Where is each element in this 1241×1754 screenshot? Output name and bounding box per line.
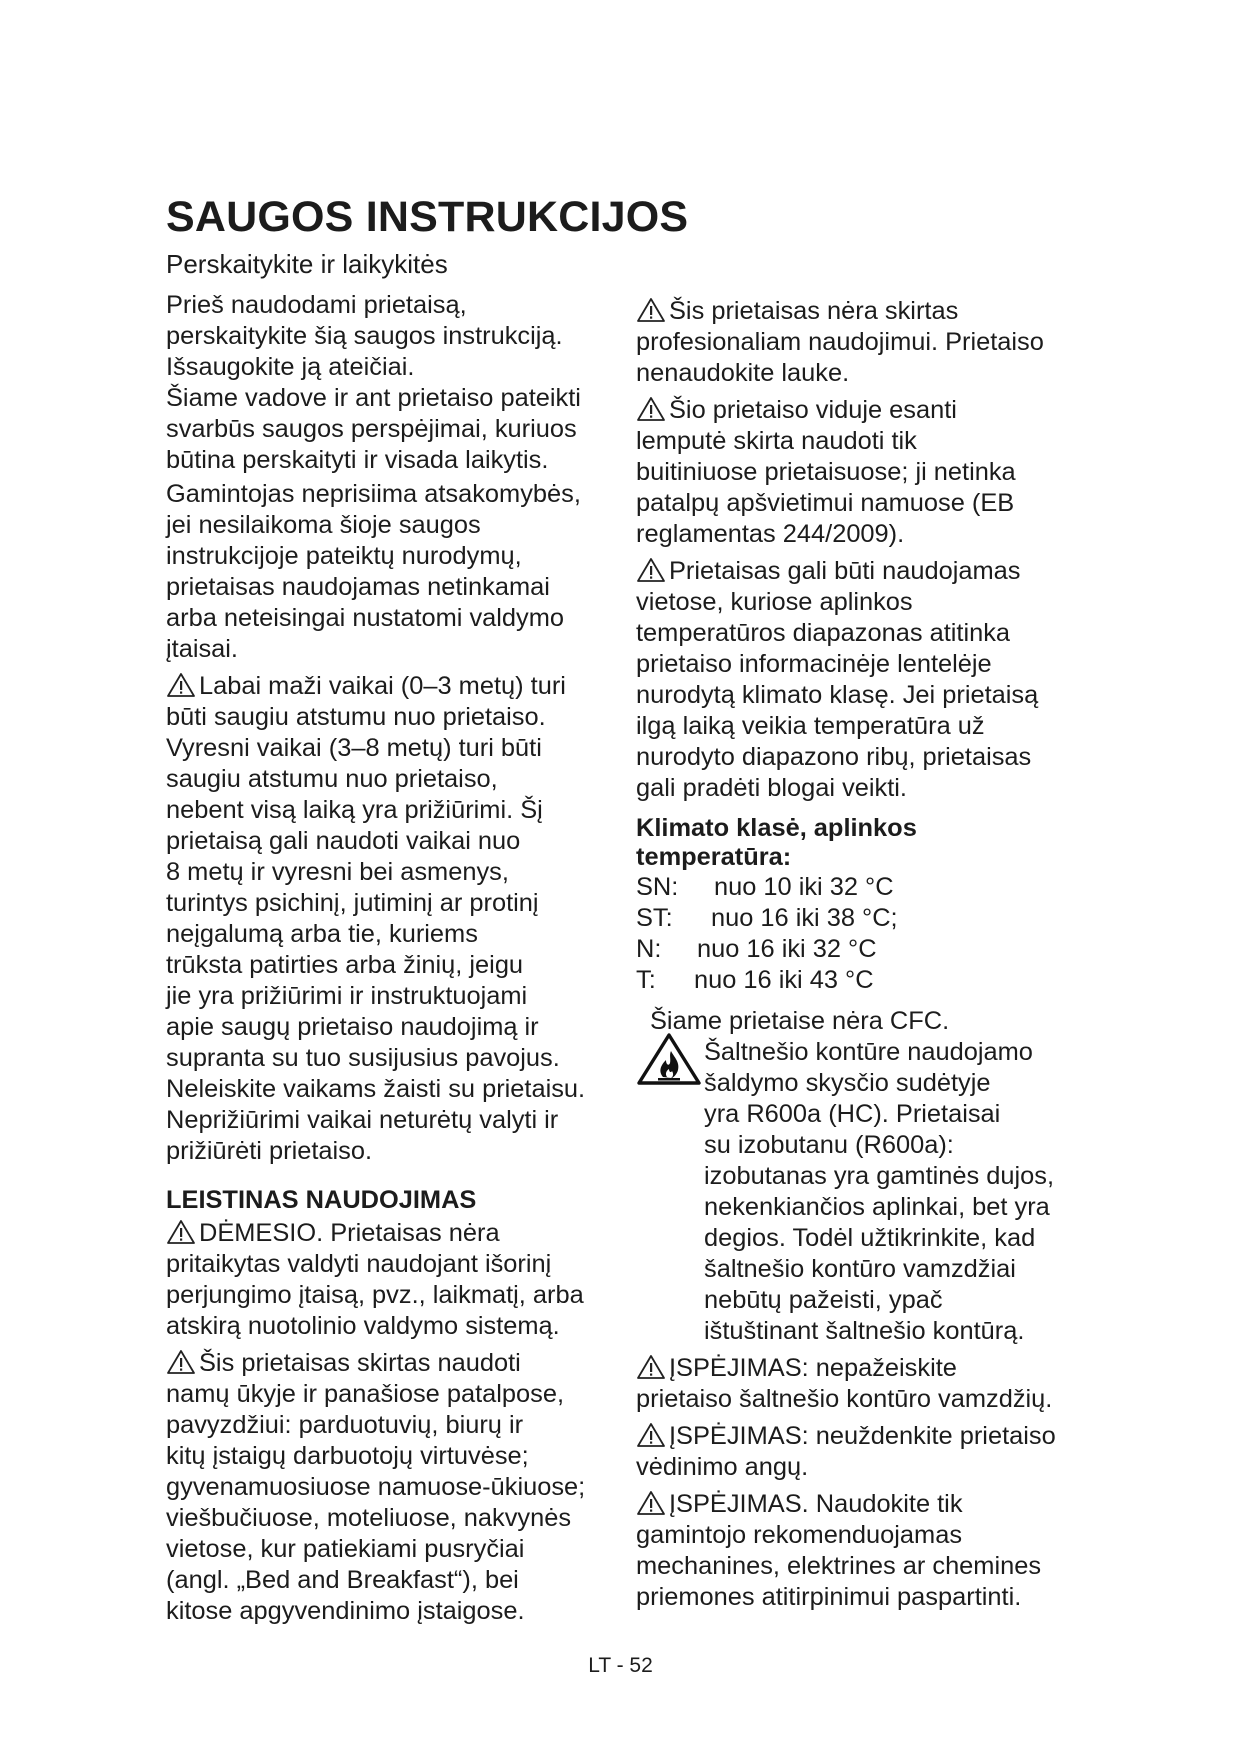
text-line: gamintojo rekomenduojamas bbox=[636, 1521, 963, 1549]
climate-class-row bbox=[636, 903, 1081, 934]
text-line: reglamentas 244/2009). bbox=[636, 520, 905, 548]
climate-code: N: bbox=[636, 935, 662, 963]
attention-paragraph bbox=[166, 1218, 616, 1342]
warning-triangle-icon bbox=[166, 1349, 196, 1373]
text-line: neįgalumą arba tie, kuriems bbox=[166, 920, 478, 948]
text-line bbox=[636, 296, 1081, 327]
text-line: Neprižiūrimi vaikai neturėtų valyti ir bbox=[166, 1106, 559, 1134]
text-line: mechanines, elektrines ar chemines bbox=[636, 1552, 1042, 1580]
refrigerant-paragraph bbox=[636, 1006, 1081, 1347]
text-line bbox=[636, 1353, 1081, 1384]
text-line: šaldymo skysčio sudėtyje bbox=[704, 1069, 991, 1097]
professional-use-paragraph bbox=[636, 296, 1081, 389]
text-line: arba neteisingai nustatomi valdymo bbox=[166, 604, 565, 632]
page-title: SAUGOS INSTRUKCIJOS bbox=[166, 193, 689, 241]
text-line: kitose apgyvendinimo įstaigose. bbox=[166, 1597, 525, 1625]
text-span: ĮSPĖJIMAS: nepažeiskite bbox=[669, 1354, 957, 1382]
text-line: perskaitykite šią saugos instrukciją. bbox=[166, 322, 563, 350]
text-line: pritaikytas valdyti naudojant išorinį bbox=[166, 1250, 552, 1278]
climate-class-row bbox=[636, 934, 1081, 965]
warning-triangle-icon bbox=[636, 396, 666, 420]
left-column bbox=[166, 290, 616, 1627]
warning-defrost-paragraph bbox=[636, 1489, 1081, 1613]
text-line: Išsaugokite ją ateičiai. bbox=[166, 353, 415, 381]
text-line: ištuštinant šaltnešio kontūrą. bbox=[704, 1317, 1025, 1345]
text-line: perjungimo įtaisą, pvz., laikmatį, arba bbox=[166, 1281, 584, 1309]
text-line: Klimato klasė, aplinkos bbox=[636, 814, 917, 842]
warning-triangle-icon bbox=[636, 557, 666, 581]
warning-triangle-icon bbox=[166, 672, 196, 696]
text-line: prietaiso informacinėje lentelėje bbox=[636, 650, 992, 678]
text-line: patalpų apšvietimui namuose (EB bbox=[636, 489, 1015, 517]
environment-paragraph bbox=[636, 556, 1081, 804]
text-span: Labai maži vaikai (0–3 metų) turi bbox=[199, 672, 566, 700]
text-line: su izobutanu (R600a): bbox=[704, 1131, 954, 1159]
text-line: jie yra prižiūrimi ir instruktuojami bbox=[166, 982, 528, 1010]
text-line: saugiu atstumu nuo prietaiso, bbox=[166, 765, 498, 793]
text-line bbox=[636, 556, 1081, 587]
text-line: prietaisą gali naudoti vaikai nuo bbox=[166, 827, 521, 855]
text-line: namų ūkyje ir panašiose patalpose, bbox=[166, 1380, 565, 1408]
children-warning-paragraph bbox=[166, 671, 616, 1167]
text-line: Šiame prietaise nėra CFC. bbox=[650, 1007, 950, 1035]
climate-code: SN: bbox=[636, 873, 679, 901]
text-span: Prietaisas gali būti naudojamas bbox=[669, 557, 1021, 585]
text-span: Šis prietaisas nėra skirtas bbox=[669, 297, 959, 325]
text-line: priemones atitirpinimui paspartinti. bbox=[636, 1583, 1022, 1611]
text-span: Šis prietaisas skirtas naudoti bbox=[199, 1349, 521, 1377]
text-line: temperatūros diapazonas atitinka bbox=[636, 619, 1011, 647]
climate-range: nuo 16 iki 43 °C bbox=[694, 966, 874, 994]
text-line: degios. Todėl užtikrinkite, kad bbox=[704, 1224, 1036, 1252]
text-line: prižiūrėti prietaiso. bbox=[166, 1137, 373, 1165]
page-number: LT - 52 bbox=[588, 1654, 653, 1677]
warning-triangle-icon bbox=[636, 1354, 666, 1378]
warning-pipes-paragraph bbox=[636, 1353, 1081, 1415]
text-line: nebent visą laiką yra prižiūrimi. Šį bbox=[166, 796, 543, 824]
text-line: Šaltnešio kontūre naudojamo bbox=[704, 1038, 1033, 1066]
text-line: turintys psichinį, jutiminį ar protinį bbox=[166, 889, 539, 917]
climate-code: T: bbox=[636, 966, 656, 994]
right-column bbox=[636, 296, 1081, 1613]
text-line: yra R600a (HC). Prietaisai bbox=[704, 1100, 1001, 1128]
text-line: nebūtų pažeisti, ypač bbox=[704, 1286, 943, 1314]
climate-range: nuo 16 iki 38 °C; bbox=[711, 904, 898, 932]
text-line: prietaiso šaltnešio kontūro vamzdžių. bbox=[636, 1385, 1053, 1413]
text-line: prietaisas naudojamas netinkamai bbox=[166, 573, 550, 601]
climate-range: nuo 10 iki 32 °C bbox=[714, 873, 894, 901]
text-line: Prieš naudodami prietaisą, bbox=[166, 291, 467, 319]
text-line: nekenkiančios aplinkai, bet yra bbox=[704, 1193, 1050, 1221]
text-line: instrukcijoje pateiktų nurodymų, bbox=[166, 542, 522, 570]
text-line: 8 metų ir vyresni bei asmenys, bbox=[166, 858, 509, 886]
lamp-paragraph bbox=[636, 395, 1081, 550]
manual-warnings-paragraph bbox=[166, 383, 616, 476]
text-line: jei nesilaikoma šioje saugos bbox=[166, 511, 481, 539]
text-line: vietose, kuriose aplinkos bbox=[636, 588, 913, 616]
text-line: izobutanas yra gamtinės dujos, bbox=[704, 1162, 1055, 1190]
text-line: būti saugiu atstumu nuo prietaiso. bbox=[166, 703, 546, 731]
climate-class-list bbox=[636, 872, 1081, 996]
text-line: Gamintojas neprisiima atsakomybės, bbox=[166, 480, 581, 508]
text-line: Neleiskite vaikams žaisti su prietaisu. bbox=[166, 1075, 586, 1103]
climate-class-heading bbox=[636, 814, 1081, 872]
warning-triangle-icon bbox=[166, 1219, 196, 1243]
climate-class-row bbox=[636, 872, 1081, 903]
text-line: pavyzdžiui: parduotuvių, biurų ir bbox=[166, 1411, 524, 1439]
text-line: įtaisai. bbox=[166, 635, 238, 663]
warning-triangle-icon bbox=[636, 1490, 666, 1514]
flammable-warning-icon bbox=[636, 1032, 702, 1086]
climate-range: nuo 16 iki 32 °C bbox=[697, 935, 877, 963]
text-line: atskirą nuotolinio valdymo sistemą. bbox=[166, 1312, 560, 1340]
climate-code: ST: bbox=[636, 904, 673, 932]
text-line bbox=[166, 671, 616, 702]
text-line: gyvenamuosiuose namuose-ūkiuose; bbox=[166, 1473, 586, 1501]
text-line: buitiniuose prietaisuose; ji netinka bbox=[636, 458, 1016, 486]
text-line: (angl. „Bed and Breakfast“), bei bbox=[166, 1566, 519, 1594]
text-line: vėdinimo angų. bbox=[636, 1453, 809, 1481]
text-line: nurodyto diapazono ribų, prietaisas bbox=[636, 743, 1032, 771]
text-line: temperatūra: bbox=[636, 843, 792, 871]
text-line: vietose, kur patiekiami pusryčiai bbox=[166, 1535, 525, 1563]
section-heading: LEISTINAS NAUDOJIMAS bbox=[166, 1186, 477, 1214]
text-line: lemputė skirta naudoti tik bbox=[636, 427, 917, 455]
text-span: Šio prietaiso viduje esanti bbox=[669, 396, 957, 424]
text-line bbox=[636, 1489, 1081, 1520]
text-line: Šiame vadove ir ant prietaiso pateikti bbox=[166, 384, 581, 412]
text-line: šaltnešio kontūro vamzdžiai bbox=[704, 1255, 1016, 1283]
warning-triangle-icon bbox=[636, 1422, 666, 1446]
text-line: kitų įstaigų darbuotojų virtuvėse; bbox=[166, 1442, 529, 1470]
text-line: nenaudokite lauke. bbox=[636, 359, 850, 387]
text-span: DĖMESIO. Prietaisas nėra bbox=[199, 1219, 500, 1247]
intro-paragraph bbox=[166, 290, 616, 383]
page-subtitle: Perskaitykite ir laikykitės bbox=[166, 249, 448, 279]
text-line: apie saugų prietaiso naudojimą ir bbox=[166, 1013, 539, 1041]
text-line: profesionaliam naudojimui. Prietaiso bbox=[636, 328, 1044, 356]
text-line: svarbūs saugos perspėjimai, kuriuos bbox=[166, 415, 577, 443]
text-line: trūksta patirties arba žinių, jeigu bbox=[166, 951, 524, 979]
text-line: ilgą laiką veikia temperatūra už bbox=[636, 712, 985, 740]
text-line bbox=[636, 1421, 1081, 1452]
text-line: supranta su tuo susijusius pavojus. bbox=[166, 1044, 560, 1072]
text-line: nurodytą klimato klasę. Jei prietaisą bbox=[636, 681, 1039, 709]
liability-paragraph bbox=[166, 479, 616, 665]
warning-vents-paragraph bbox=[636, 1421, 1081, 1483]
text-line: Vyresni vaikai (3–8 metų) turi būti bbox=[166, 734, 542, 762]
climate-class-row bbox=[636, 965, 1081, 996]
text-line bbox=[166, 1218, 616, 1249]
warning-triangle-icon bbox=[636, 297, 666, 321]
text-line bbox=[166, 1348, 616, 1379]
text-span: ĮSPĖJIMAS. Naudokite tik bbox=[669, 1490, 963, 1518]
text-line: gali pradėti blogai veikti. bbox=[636, 774, 907, 802]
text-line: viešbučiuose, moteliuose, nakvynės bbox=[166, 1504, 572, 1532]
household-use-paragraph bbox=[166, 1348, 616, 1627]
text-span: ĮSPĖJIMAS: neuždenkite prietaiso bbox=[669, 1422, 1056, 1450]
text-line bbox=[636, 395, 1081, 426]
text-line: būtina perskaityti ir visada laikytis. bbox=[166, 446, 549, 474]
